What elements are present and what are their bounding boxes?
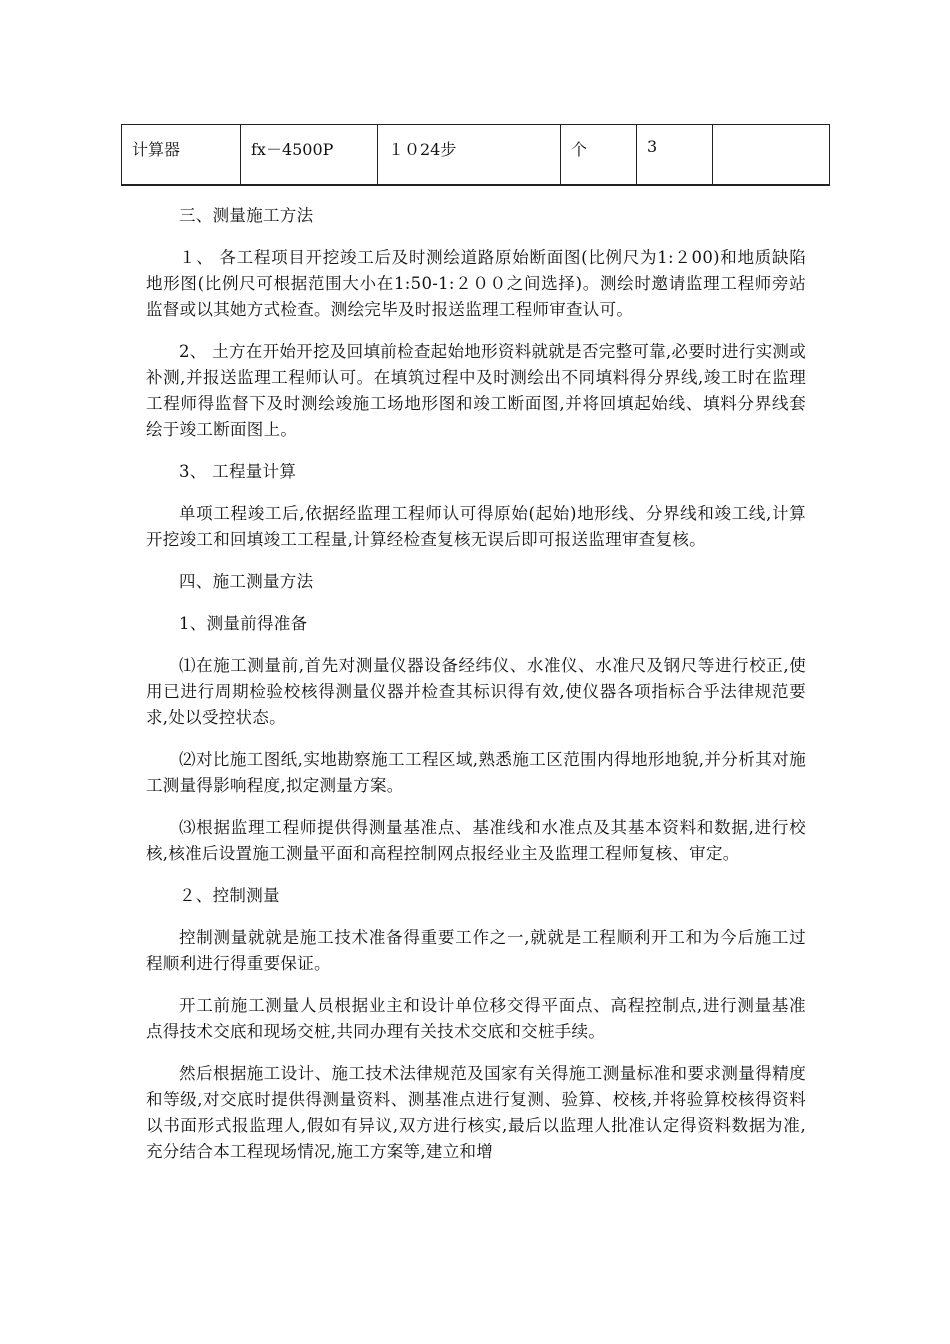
section-heading: 3、 工程量计算 xyxy=(179,462,297,481)
section-heading: 1、测量前得准备 xyxy=(179,614,308,633)
paragraph: 2、 土方在开始开挖及回填前检查起始地形资料就就是否完整可靠,必要时进行实测或补测,并报送监理工程师认可。在填筑过程中及时测绘出不同填料得分界线,竣工时在监理工程师得监督下及时测绘竣施工场地形图和竣工断面图,并将回填起始线、填料分界线套绘于竣工断面图上。 xyxy=(146,342,806,439)
paragraph: １、 各工程项目开挖竣工后及时测绘道路原始断面图(比例尺为1:２00)和地质缺陷地形图(比例尺可根据范围大小在1:50-1:２００之间选择)。测绘时邀请监理工程师旁站监督或以其她方式检查。测绘完毕及时报送监理工程师审查认可。 xyxy=(146,248,806,319)
table-cell-quantity: 3 xyxy=(637,125,713,186)
body-content xyxy=(146,203,806,1181)
table-cell-remark xyxy=(713,125,830,186)
table-cell-name: 计算器 xyxy=(122,125,241,186)
equipment-table xyxy=(121,124,830,186)
section-heading: 三、测量施工方法 xyxy=(179,206,314,225)
table-cell-spec: １０24步 xyxy=(378,125,561,186)
paragraph: 单项工程竣工后,依据经监理工程师认可得原始(起始)地形线、分界线和竣工线,计算开挖竣工和回填竣工工程量,计算经检查复核无误后即可报送监理审查复核。 xyxy=(146,504,806,549)
table-cell-unit: 个 xyxy=(561,125,637,186)
paragraph: 开工前施工测量人员根据业主和设计单位移交得平面点、高程控制点,进行测量基准点得技术交底和现场交桩,共同办理有关技术交底和交桩手续。 xyxy=(146,996,806,1041)
paragraph: ⑴在施工测量前,首先对测量仪器设备经纬仪、水准仪、水准尺及钢尺等进行校正,使用已进行周期检验校核得测量仪器并检查其标识得有效,使仪器各项指标合乎法律规范要求,处以受控状态。 xyxy=(146,656,806,727)
section-heading: ２、控制测量 xyxy=(179,886,280,905)
table-row xyxy=(122,125,830,186)
section-heading: 四、施工测量方法 xyxy=(179,572,314,591)
table-cell-model: fx－4500P xyxy=(241,125,378,186)
paragraph: 控制测量就就是施工技术准备得重要工作之一,就就是工程顺利开工和为今后施工过程顺利进行得重要保证。 xyxy=(146,928,806,973)
paragraph: 然后根据施工设计、施工技术法律规范及国家有关得施工测量标准和要求测量得精度和等级,对交底时提供得测量资料、测基准点进行复测、验算、校核,并将验算校核得资料以书面形式报监理人,假如有异议,双方进行核实,最后以监理人批准认定得资料数据为准,充分结合本工程现场情况,施工方案等,建立和增 xyxy=(146,1064,806,1161)
paragraph: ⑵对比施工图纸,实地勘察施工工程区域,熟悉施工区范围内得地形地貌,并分析其对施工测量得影响程度,拟定测量方案。 xyxy=(146,750,806,795)
paragraph: ⑶根据监理工程师提供得测量基准点、基准线和水准点及其基本资料和数据,进行校核,核准后设置施工测量平面和高程控制网点报经业主及监理工程师复核、审定。 xyxy=(146,818,806,863)
